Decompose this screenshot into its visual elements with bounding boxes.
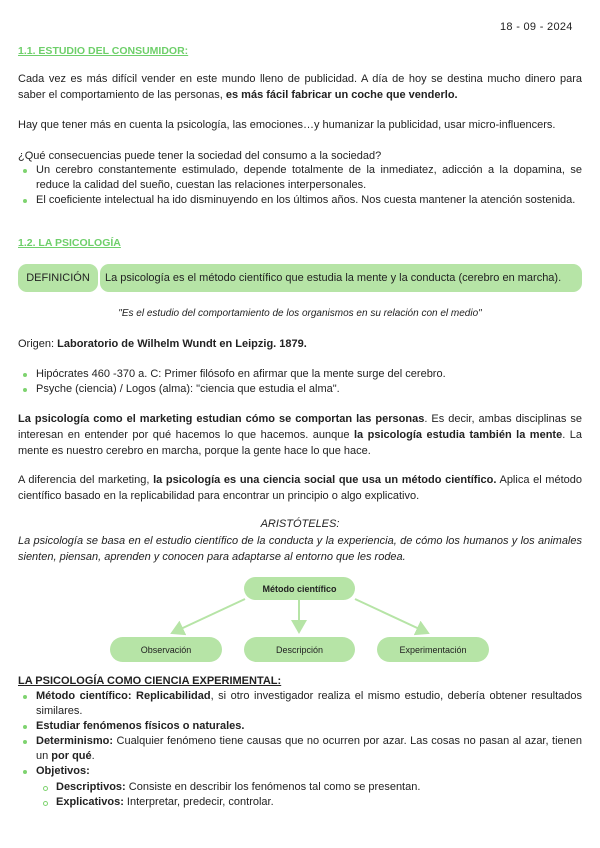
arrow-to-experimentacion <box>355 599 428 633</box>
list-item: Hipócrates 460 -370 a. C: Primer filósofo en afirmar que la mente surge del cerebro. <box>18 367 582 382</box>
paragraph-ciencia-social <box>18 472 582 504</box>
list-item <box>18 764 582 779</box>
text-span: , si otro investigador realiza el mismo estudio, debería obtener resultados similares. <box>36 690 582 717</box>
objetivos-sublist <box>18 780 582 810</box>
list-item: Psyche (ciencia) / Logos (alma): "ciencia que estudia el alma". <box>18 382 582 397</box>
text-span: . La mente es nuestro cerebro en marcha, porque la gente hace lo que hace. <box>18 429 582 457</box>
list-item <box>18 689 582 719</box>
arrow-to-observacion <box>172 599 245 633</box>
bold-span: Objetivos: <box>36 765 90 777</box>
text-span: Consiste en describir los fenómenos tal como se presentan. <box>125 781 421 793</box>
section-title-psicologia: 1.2. LA PSICOLOGÍA <box>18 237 121 249</box>
ciencia-experimental-list <box>18 689 582 779</box>
bold-span: la psicología es una ciencia social que usa un método científico. <box>153 474 497 486</box>
bold-span: La psicología como el marketing estudian cómo se comportan las personas <box>18 413 425 425</box>
consecuencias-list <box>18 163 582 208</box>
definition-text: La psicología es el método científico que estudia la mente y la conducta (cerebro en marcha). <box>100 264 582 292</box>
origin-line <box>18 336 582 352</box>
aristoteles-text: La psicología se basa en el estudio científico de la conducta y la experiencia, de cómo los humanos y los animales sienten, piensan, aprenden y conocen para adaptarse al entorno que les rodea. <box>18 535 582 563</box>
bold-span: Estudiar fenómenos físicos o naturales. <box>36 720 245 732</box>
text-span: Cualquier fenómeno tiene causas que no ocurren por azar. Las cosas no pasan al azar, tienen un <box>36 735 582 762</box>
list-item <box>18 719 582 734</box>
text-span: . <box>91 750 95 762</box>
definition-label: DEFINICIÓN <box>18 264 98 292</box>
text-span: A diferencia del marketing, <box>18 474 154 486</box>
text-span: Interpretar, predecir, controlar. <box>123 796 274 808</box>
text-span: Cada vez es más difícil vender en este mundo lleno de publicidad. A día de hoy se destina mucho dinero para saber el comportamiento de las personas, <box>18 73 582 101</box>
bold-span: Método científico: Replicabilidad <box>36 690 211 702</box>
section-title-ciencia-experimental: LA PSICOLOGÍA COMO CIENCIA EXPERIMENTAL: <box>18 675 282 687</box>
bold-span: la psicología estudia también la mente <box>353 429 563 441</box>
list-item: Un cerebro constantemente estimulado, depende totalmente de la inmediatez, adicción a la dopamina, se reduce la calidad del sueño, cuestan las relaciones interpersonales. <box>18 163 582 193</box>
section-title-consumidor: 1.1. ESTUDIO DEL CONSUMIDOR: <box>18 45 189 57</box>
origen-list <box>18 367 582 397</box>
diagram-node-experimentacion: Experimentación <box>377 637 489 662</box>
question-consecuencias: ¿Qué consecuencias puede tener la sociedad del consumo a la sociedad? <box>18 150 382 162</box>
origin-label: Origen: <box>18 338 58 350</box>
list-item <box>18 795 582 810</box>
paragraph-publicidad <box>18 71 582 103</box>
diagram-root-metodo: Método científico <box>244 577 355 600</box>
paragraph-psicologia-emociones: Hay que tener más en cuenta la psicología, las emociones…y humanizar la publicidad, usar micro-influencers. <box>18 119 556 131</box>
bold-span: Determinismo: <box>36 735 114 747</box>
origin-value: Laboratorio de Wilhelm Wundt en Leipzig. 1879. <box>57 338 307 350</box>
text-span: . Es decir, ambas disciplinas se interesan en entender por qué hacemos lo que hacemos. aunque <box>18 413 582 441</box>
bold-span: es más fácil fabricar un coche que venderlo. <box>225 89 458 101</box>
list-item <box>18 780 582 795</box>
text-span: Aplica el método científico basado en la replicabilidad para encontrar un principio o algo explicativo. <box>18 474 582 502</box>
quote: "Es el estudio del comportamiento de los organismos en su relación con el medio" <box>118 308 482 319</box>
list-item <box>18 734 582 764</box>
paragraph-marketing-psicologia <box>18 411 582 459</box>
aristoteles-title: ARISTÓTELES: <box>260 518 340 530</box>
bold-span: por qué <box>51 750 92 762</box>
date: 18 - 09 - 2024 <box>500 21 573 33</box>
diagram-node-descripcion: Descripción <box>244 637 355 662</box>
bold-span: Explicativos: <box>56 796 124 808</box>
list-item: El coeficiente intelectual ha ido disminuyendo en los últimos años. Nos cuesta mantener la atención sostenida. <box>18 193 582 208</box>
diagram-node-observacion: Observación <box>110 637 222 662</box>
bold-span: Descriptivos: <box>56 781 126 793</box>
